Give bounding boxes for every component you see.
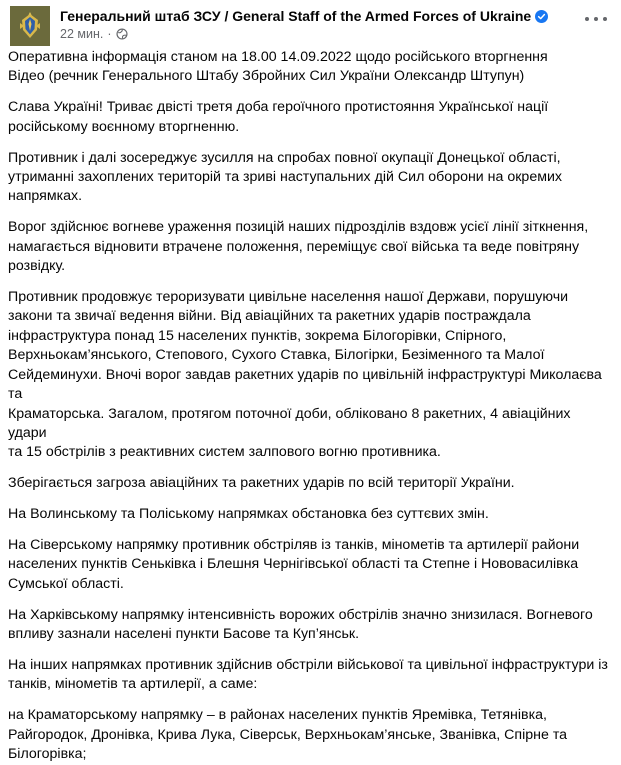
post-text	[8, 48, 608, 765]
post-timestamp[interactable]: 22 мин.	[60, 27, 104, 41]
paragraph: Ворог здійснює вогневе ураження позицій наших підрозділів вздовж усієї лінії зіткнення, намагається відновити втрачене положення, переміщує свої війська та веде повітряну розвідку.	[8, 219, 589, 275]
post-meta	[60, 26, 128, 42]
globe-icon[interactable]	[116, 28, 128, 40]
paragraph: Оперативна інформація станом на 18.00 14.09.2022 щодо російського вторгнення Відео (речник Генерального Штабу Збройних Сил України Олександр Штупун)	[8, 49, 548, 85]
paragraph: Противник і далі зосереджує зусилля на спробах повної окупації Донецької області, утриманні захоплених територій та зриві наступальних дій Сил оборони на окремих напрямках.	[8, 149, 562, 205]
paragraph: Противник продовжує тероризувати цивільне населення нашої Держави, порушуючи закони та звичаї ведення війни. Від авіаційних та ракетних ударів постраждала інфраструктура понад 15 населених пунктів, зокрема Білогорівки, Спірного, Верхньокам’янського, Степового, Сухого Ставка, Білогірки, Безіменного та Малої Сейдеминухи. Вночі ворог завдав ракетних ударів по цивільній інфраструктурі Миколаєва та Краматорська. Загалом, протягом поточної доби, обліковано 8 ракетних, 4 авіаційних удари та 15 обстрілів з реактивних систем залпового вогню противника.	[8, 289, 602, 461]
paragraph: На Харківському напрямку інтенсивність ворожих обстрілів значно знизилася. Вогневого впливу зазнали населені пункти Басове та Куп’янськ.	[8, 606, 593, 643]
meta-separator: ·	[107, 27, 112, 41]
page-name[interactable]	[60, 7, 548, 25]
more-options-icon[interactable]	[585, 12, 607, 26]
paragraph: Зберігається загроза авіаційних та ракетних ударів по всій території України.	[8, 475, 515, 492]
paragraph: На Сіверському напрямку противник обстріляв із танків, мінометів та артилерії райони населених пунктів Сенькiвка і Блешня Чернігівської області та Степне і Нововасилівка Сумської області.	[8, 537, 580, 592]
verified-badge-icon	[535, 10, 548, 23]
paragraph: Слава Україні! Триває двісті третя доба героїчного протистояння Української нації російському воєнному вторгненню.	[8, 99, 549, 135]
page-name-text[interactable]: Генеральний штаб ЗСУ / General Staff of the Armed Forces of Ukraine	[60, 8, 532, 24]
post-header	[8, 0, 611, 46]
armed-forces-emblem-icon	[10, 6, 50, 46]
paragraph: на Краматорському напрямку – в районах населених пунктів Яремівка, Тетянівка, Райгородок, Дронівка, Крива Лука, Сіверськ, Верхньокам’янське, Званівка, Спірне та Білогорівка;	[8, 707, 568, 763]
paragraph: На інших напрямках противник здійснив обстріли військової та цивільної інфраструктури із танків, мінометів та артилерії, а саме:	[8, 657, 608, 693]
page-avatar[interactable]	[10, 6, 50, 46]
paragraph: На Волинському та Поліському напрямках обстановка без суттєвих змін.	[8, 506, 489, 523]
